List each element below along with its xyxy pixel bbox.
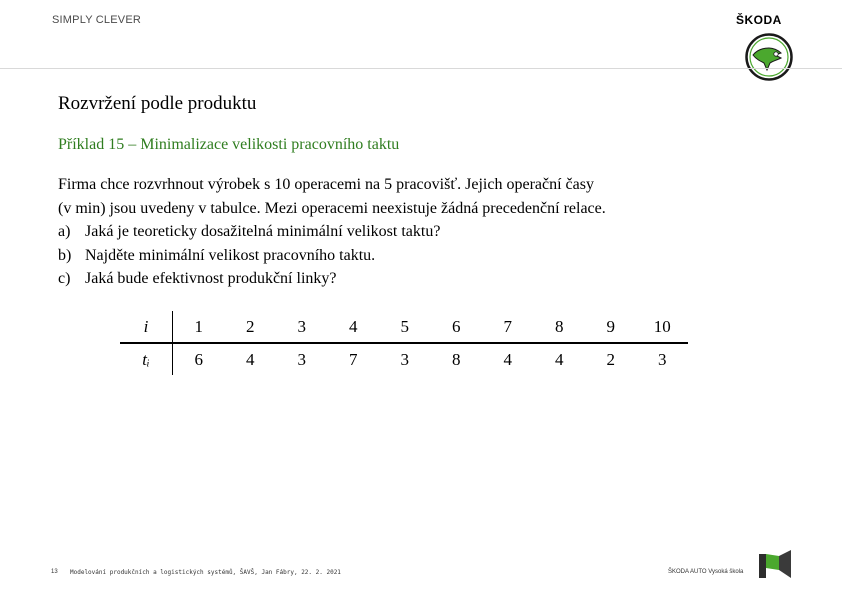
tagline: SIMPLY CLEVER xyxy=(52,14,142,26)
question-text: Jaká bude efektivnost produkční linky? xyxy=(85,270,337,287)
table-cell: 3 xyxy=(400,349,409,369)
table-cell: 6 xyxy=(431,311,483,343)
operation-index-row xyxy=(120,311,688,343)
slide-title: Rozvržení podle produktu xyxy=(58,93,257,114)
table-cell: 3 xyxy=(276,311,328,343)
row-header-ti: tᵢ xyxy=(120,343,173,375)
table-cell: 4 xyxy=(503,349,512,369)
table-cell: 8 xyxy=(452,349,461,369)
page-number: 13 xyxy=(51,569,58,575)
table-cell: 9 xyxy=(585,311,637,343)
question-text: Najděte minimální velikost pracovního taktu. xyxy=(85,246,376,264)
question-text: Jaká je teoreticky dosažitelná minimální velikost taktu? xyxy=(85,223,441,240)
row-header-i: i xyxy=(120,311,173,343)
table-cell: 3 xyxy=(297,349,306,369)
question-b xyxy=(58,244,798,268)
table-cell: 7 xyxy=(349,349,358,369)
footer-citation: Modelování produkčních a logistických systémů, ŠAVŠ, Jan Fábry, 22. 2. 2021 xyxy=(70,569,341,576)
table-cell: 2 xyxy=(225,311,277,343)
intro-line: Firma chce rozvrhnout výrobek s 10 operacemi na 5 pracovišť. Jejich operační časy xyxy=(58,176,594,193)
table-cell: 7 xyxy=(482,311,534,343)
header-divider xyxy=(0,68,842,69)
table-cell: 3 xyxy=(658,349,667,369)
table-cell: 8 xyxy=(534,311,586,343)
table-cell: 4 xyxy=(246,349,255,369)
table-cell: 10 xyxy=(637,311,689,343)
intro-line: (v min) jsou uvedeny v tabulce. Mezi operacemi neexistuje žádná precedenční relace. xyxy=(58,199,606,217)
table-cell: 1 xyxy=(173,311,225,343)
question-marker: c) xyxy=(58,270,71,287)
problem-statement xyxy=(58,173,798,291)
question-marker: b) xyxy=(58,246,72,264)
table-cell: 6 xyxy=(194,349,203,369)
operation-time-row xyxy=(120,343,688,375)
footer-brand: ŠKODA AUTO Vysoká škola xyxy=(668,569,744,575)
operation-times-table xyxy=(120,311,688,375)
table-cell: 2 xyxy=(606,349,615,369)
brand-wordmark: ŠKODA xyxy=(736,13,782,27)
table-cell: 4 xyxy=(328,311,380,343)
skoda-logo-icon xyxy=(745,33,793,81)
table-cell: 5 xyxy=(379,311,431,343)
question-marker: a) xyxy=(58,223,71,240)
slide-subtitle: Příklad 15 – Minimalizace velikosti pracovního taktu xyxy=(58,136,400,153)
question-a xyxy=(58,220,798,244)
table-cell: 4 xyxy=(555,349,564,369)
school-logo-icon xyxy=(757,548,793,580)
question-c xyxy=(58,267,798,291)
